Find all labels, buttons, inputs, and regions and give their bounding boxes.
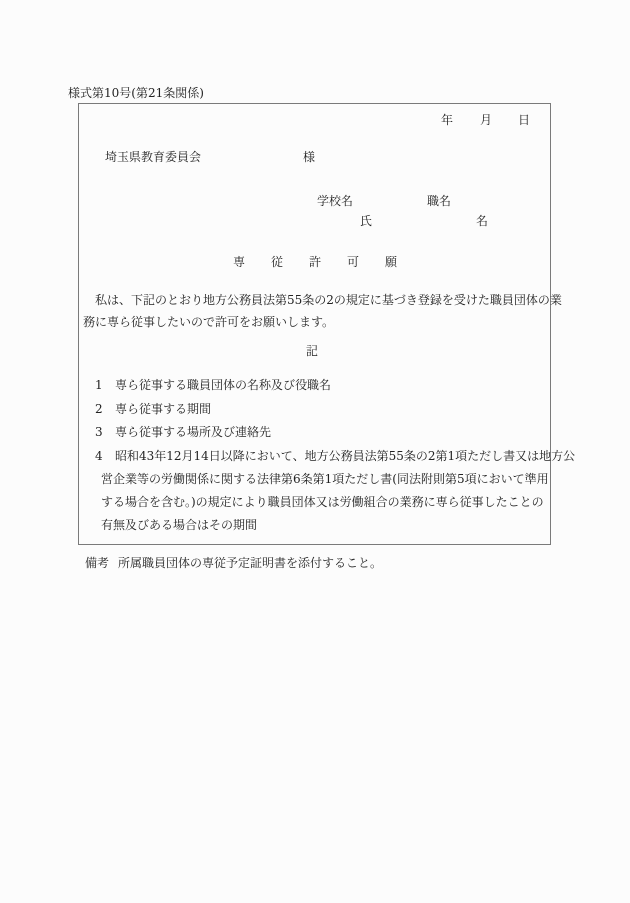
date-month-label: 月 <box>480 113 493 127</box>
position-name-label: 職名 <box>427 194 452 208</box>
remarks-text: 所属職員団体の専従予定証明書を添付すること。 <box>118 556 383 570</box>
item-4-number: 4 <box>95 449 103 463</box>
body-line-2: 務に専ら従事したいので許可をお願いします。 <box>83 315 335 329</box>
body-line-1: 私は、下記のとおり地方公務員法第55条の2の規定に基づき登録を受けた職員団体の業 <box>95 293 562 307</box>
item-4-line-3: する場合を含む。)の規定により職員団体又は労働組合の業務に専ら従事したことの <box>101 495 544 509</box>
date-year-label: 年 <box>441 113 454 127</box>
name-label-left: 氏 <box>360 214 373 228</box>
school-name-label: 学校名 <box>317 194 354 208</box>
addressee-name: 埼玉県教育委員会 <box>105 150 202 164</box>
form-number-label: 様式第10号(第21条関係) <box>68 86 204 100</box>
item-3-text: 専ら従事する場所及び連絡先 <box>115 425 272 439</box>
item-2-number: 2 <box>95 402 103 416</box>
remarks-label: 備考 <box>85 556 110 570</box>
item-2-text: 専ら従事する期間 <box>115 402 212 416</box>
item-4-line-4: 有無及びある場合はその期間 <box>101 518 258 532</box>
item-4-line-2: 営企業等の労働関係に関する法律第6条第1項ただし書(同法附則第5項において準用 <box>101 472 549 486</box>
form-border-box <box>78 103 576 545</box>
name-label-right: 名 <box>476 214 489 228</box>
addressee-honorific: 様 <box>303 150 316 164</box>
item-1-text: 専ら従事する職員団体の名称及び役職名 <box>115 378 332 392</box>
item-4-line-1: 昭和43年12月14日以降において、地方公務員法第55条の2第1項ただし書又は地方公 <box>115 449 576 463</box>
document-title: 専従許可願 <box>233 255 424 269</box>
item-1-number: 1 <box>95 378 103 392</box>
record-marker: 記 <box>306 344 319 358</box>
date-day-label: 日 <box>518 113 531 127</box>
item-3-number: 3 <box>95 425 103 439</box>
